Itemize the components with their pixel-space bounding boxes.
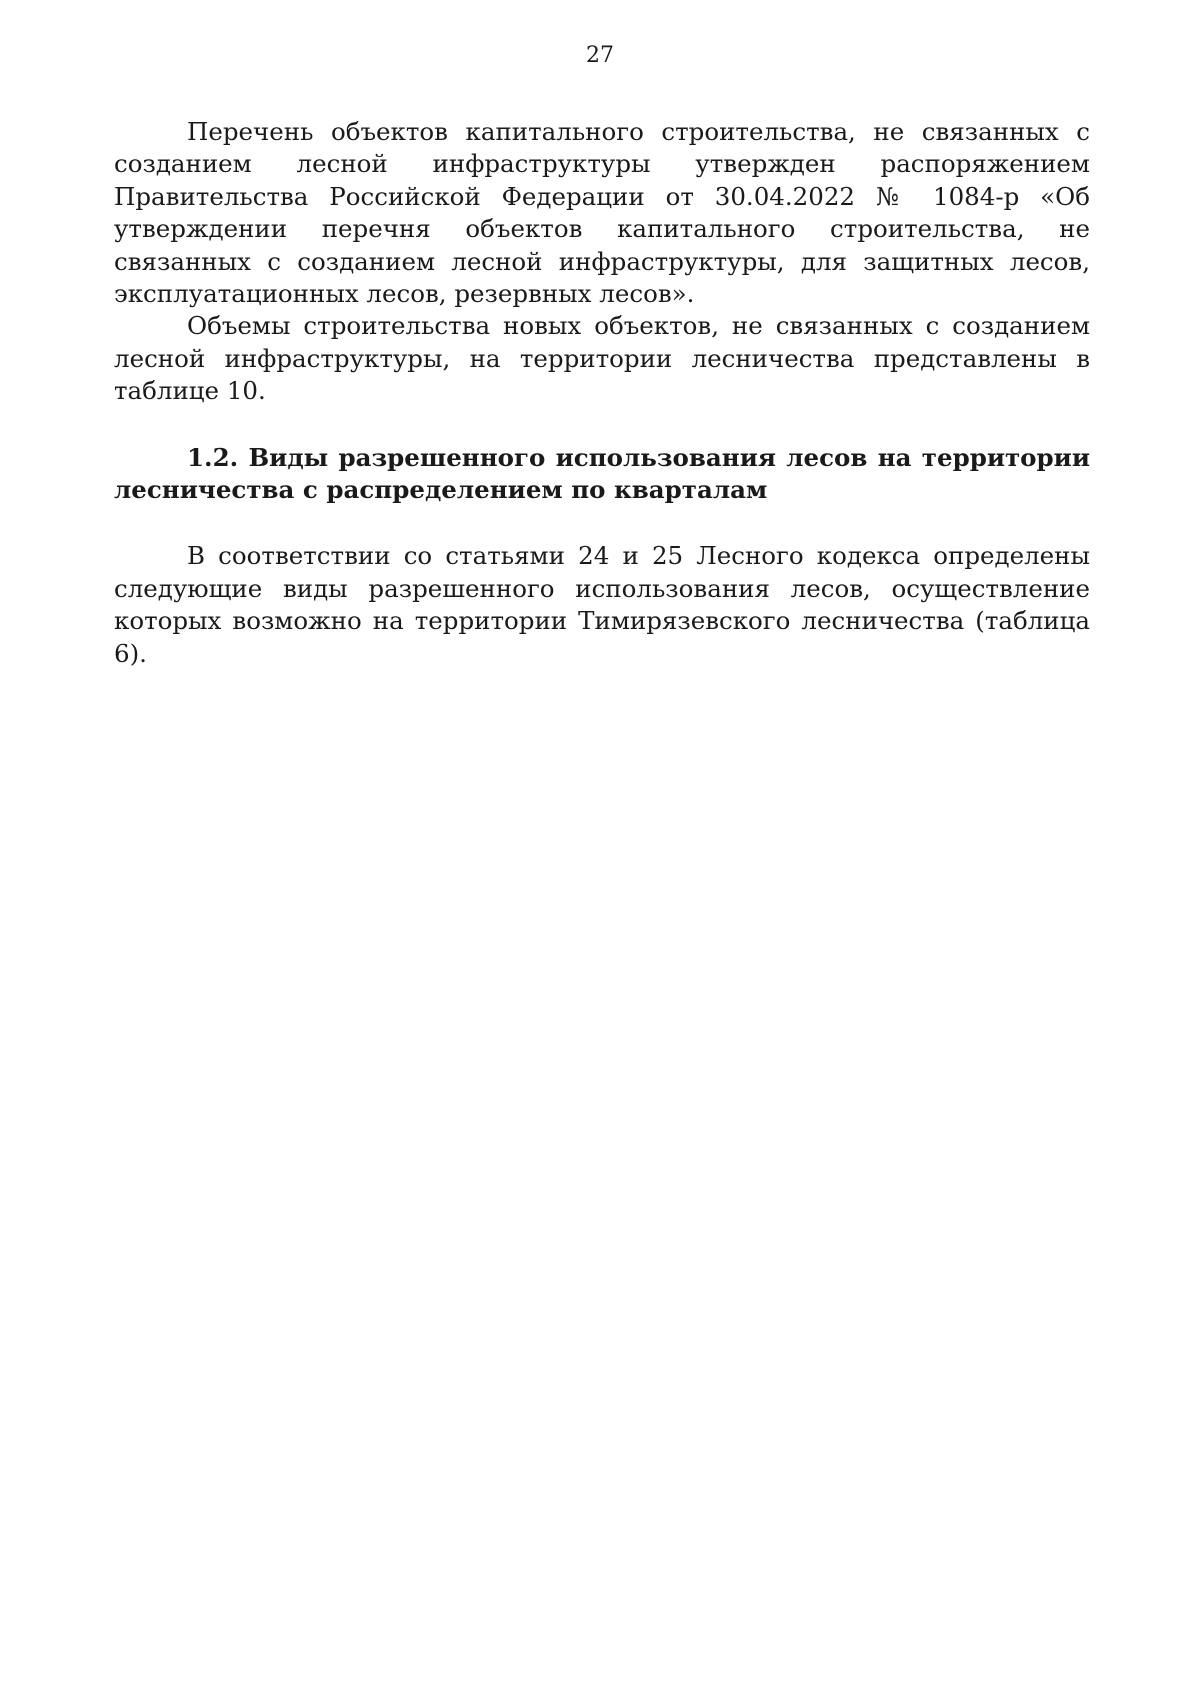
section-heading: 1.2. Виды разрешенного использования лесов на территории лесничества с распределением по кварталам [114, 442, 1090, 505]
paragraph-capital-objects-list: Перечень объектов капитального строительства, не связанных с созданием лесной инфраструктуры утвержден распоряжением Правительства Российской Федерации от 30.04.2022 № 1084-р «Об утверждении перечня объектов капитального строительства, не связанных с созданием лесной инфраструктуры, для защитных лесов, эксплуатационных лесов, резервных лесов». [114, 117, 1090, 309]
paragraph-permitted-uses: В соответствии со статьями 24 и 25 Лесного кодекса определены следующие виды разрешенного использования лесов, осуществление которых возможно на территории Тимирязевского лесничества (таблица 6). [114, 541, 1090, 668]
page-number: 27 [586, 43, 614, 68]
document-body [114, 116, 1090, 670]
paragraph-construction-volumes: Объемы строительства новых объектов, не связанных с созданием лесной инфраструктуры, на территории лесничества представлены в таблице 10. [114, 311, 1090, 406]
